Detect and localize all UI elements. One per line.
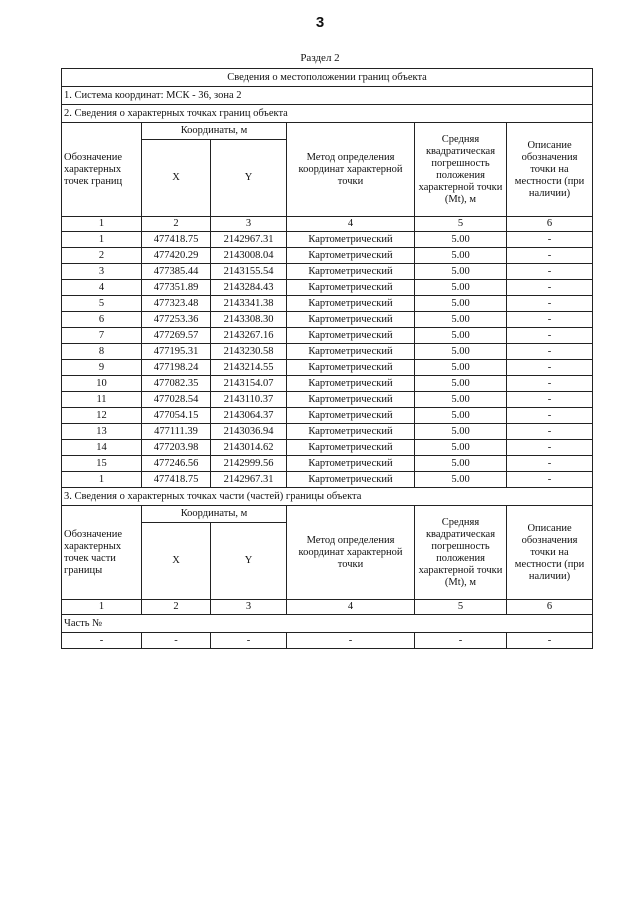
- part-cell: -: [287, 633, 415, 649]
- header-coordinates-part: Координаты, м: [142, 506, 287, 523]
- coord-y: 2143308.30: [211, 312, 287, 328]
- coord-x: 477418.75: [142, 472, 211, 488]
- point-description: -: [507, 392, 593, 408]
- header-y: Y: [211, 140, 287, 217]
- point-number: 2: [62, 248, 142, 264]
- part-cell: -: [211, 633, 287, 649]
- point-number: 14: [62, 440, 142, 456]
- table-row: [62, 472, 593, 488]
- coord-x: 477385.44: [142, 264, 211, 280]
- mean-error: 5.00: [415, 344, 507, 360]
- mean-error: 5.00: [415, 248, 507, 264]
- table-row: [62, 440, 593, 456]
- coord-y: 2142967.31: [211, 232, 287, 248]
- boundary-table: [61, 68, 593, 649]
- point-number: 11: [62, 392, 142, 408]
- coord-x: 477323.48: [142, 296, 211, 312]
- coord-x: 477028.54: [142, 392, 211, 408]
- method: Картометрический: [287, 424, 415, 440]
- method: Картометрический: [287, 456, 415, 472]
- part-row: [62, 633, 593, 649]
- part-cell: -: [62, 633, 142, 649]
- coord-y: 2143014.62: [211, 440, 287, 456]
- table-row: [62, 392, 593, 408]
- table-row: [62, 232, 593, 248]
- coord-x: 477418.75: [142, 232, 211, 248]
- point-description: -: [507, 360, 593, 376]
- method: Картометрический: [287, 376, 415, 392]
- point-description: -: [507, 376, 593, 392]
- point-description: -: [507, 248, 593, 264]
- header-x: X: [142, 140, 211, 217]
- coord-x: 477253.36: [142, 312, 211, 328]
- method: Картометрический: [287, 360, 415, 376]
- mean-error: 5.00: [415, 264, 507, 280]
- header-error-part: Средняя квадратическая погрешность положения характерной точки (Mt), м: [415, 506, 507, 600]
- point-number: 5: [62, 296, 142, 312]
- coord-y: 2143008.04: [211, 248, 287, 264]
- column-number: 6: [507, 217, 593, 232]
- point-number: 1: [62, 232, 142, 248]
- point-number: 4: [62, 280, 142, 296]
- coord-x: 477351.89: [142, 280, 211, 296]
- coord-x: 477195.31: [142, 344, 211, 360]
- coord-x: 477198.24: [142, 360, 211, 376]
- point-description: -: [507, 408, 593, 424]
- mean-error: 5.00: [415, 312, 507, 328]
- column-number: 5: [415, 600, 507, 615]
- table-row: [62, 296, 593, 312]
- coord-y: 2143064.37: [211, 408, 287, 424]
- method: Картометрический: [287, 232, 415, 248]
- column-numbers-row: [62, 217, 593, 232]
- point-description: -: [507, 456, 593, 472]
- coord-y: 2143341.38: [211, 296, 287, 312]
- table-row: [62, 344, 593, 360]
- table-row: [62, 312, 593, 328]
- mean-error: 5.00: [415, 280, 507, 296]
- point-number: 1: [62, 472, 142, 488]
- header-x-part: X: [142, 523, 211, 600]
- method: Картометрический: [287, 264, 415, 280]
- coord-y: 2142967.31: [211, 472, 287, 488]
- header-method-part: Метод определения координат характерной точки: [287, 506, 415, 600]
- coord-y: 2143284.43: [211, 280, 287, 296]
- point-number: 12: [62, 408, 142, 424]
- table-row: [62, 376, 593, 392]
- coord-x: 477203.98: [142, 440, 211, 456]
- coord-y: 2143230.58: [211, 344, 287, 360]
- coord-y: 2142999.56: [211, 456, 287, 472]
- point-description: -: [507, 328, 593, 344]
- point-number: 13: [62, 424, 142, 440]
- column-number: 4: [287, 217, 415, 232]
- column-number: 4: [287, 600, 415, 615]
- table-row: [62, 408, 593, 424]
- mean-error: 5.00: [415, 472, 507, 488]
- coord-y: 2143267.16: [211, 328, 287, 344]
- header-description-part: Описание обозначения точки на местности (при наличии): [507, 506, 593, 600]
- table-row: [62, 280, 593, 296]
- coord-y: 2143154.07: [211, 376, 287, 392]
- point-description: -: [507, 264, 593, 280]
- part-cell: -: [507, 633, 593, 649]
- column-number: 2: [142, 217, 211, 232]
- page-number: 3: [315, 14, 325, 31]
- coord-y: 2143214.55: [211, 360, 287, 376]
- method: Картометрический: [287, 408, 415, 424]
- point-number: 10: [62, 376, 142, 392]
- table-row: [62, 248, 593, 264]
- point-number: 9: [62, 360, 142, 376]
- column-number: 5: [415, 217, 507, 232]
- header-designation: Обозначение характерных точек границ: [62, 123, 142, 217]
- method: Картометрический: [287, 248, 415, 264]
- point-description: -: [507, 312, 593, 328]
- point-number: 8: [62, 344, 142, 360]
- header-designation-part: Обозначение характерных точек части границы: [62, 506, 142, 600]
- column-number: 1: [62, 217, 142, 232]
- method: Картометрический: [287, 472, 415, 488]
- coord-x: 477269.57: [142, 328, 211, 344]
- column-number: 1: [62, 600, 142, 615]
- table-row: [62, 456, 593, 472]
- method: Картометрический: [287, 280, 415, 296]
- point-number: 15: [62, 456, 142, 472]
- column-number: 3: [211, 217, 287, 232]
- table-title: Сведения о местоположении границ объекта: [62, 69, 593, 87]
- point-description: -: [507, 440, 593, 456]
- mean-error: 5.00: [415, 456, 507, 472]
- mean-error: 5.00: [415, 424, 507, 440]
- header-error: Средняя квадратическая погрешность положения характерной точки (Mt), м: [415, 123, 507, 217]
- coord-x: 477082.35: [142, 376, 211, 392]
- header-method: Метод определения координат характерной точки: [287, 123, 415, 217]
- table-row: [62, 360, 593, 376]
- coord-y: 2143036.94: [211, 424, 287, 440]
- point-number: 3: [62, 264, 142, 280]
- point-description: -: [507, 296, 593, 312]
- method: Картометрический: [287, 296, 415, 312]
- point-number: 7: [62, 328, 142, 344]
- coordinate-system: 1. Система координат: МСК - 36, зона 2: [62, 87, 593, 105]
- coord-x: 477111.39: [142, 424, 211, 440]
- table-row: [62, 328, 593, 344]
- column-number: 2: [142, 600, 211, 615]
- header-y-part: Y: [211, 523, 287, 600]
- point-description: -: [507, 232, 593, 248]
- method: Картометрический: [287, 392, 415, 408]
- column-number: 6: [507, 600, 593, 615]
- coord-y: 2143110.37: [211, 392, 287, 408]
- part-cell: -: [415, 633, 507, 649]
- coord-x: 477246.56: [142, 456, 211, 472]
- point-description: -: [507, 344, 593, 360]
- section-2-title: 2. Сведения о характерных точках границ объекта: [62, 105, 593, 123]
- point-description: -: [507, 424, 593, 440]
- mean-error: 5.00: [415, 296, 507, 312]
- header-coordinates: Координаты, м: [142, 123, 287, 140]
- table-row: [62, 424, 593, 440]
- part-label: Часть №: [62, 615, 593, 633]
- section-3-title: 3. Сведения о характерных точках части (частей) границы объекта: [62, 488, 593, 506]
- mean-error: 5.00: [415, 392, 507, 408]
- section-label: Раздел 2: [300, 52, 340, 64]
- table-row: [62, 264, 593, 280]
- point-number: 6: [62, 312, 142, 328]
- column-number: 3: [211, 600, 287, 615]
- part-cell: -: [142, 633, 211, 649]
- mean-error: 5.00: [415, 440, 507, 456]
- method: Картометрический: [287, 328, 415, 344]
- mean-error: 5.00: [415, 360, 507, 376]
- mean-error: 5.00: [415, 232, 507, 248]
- mean-error: 5.00: [415, 328, 507, 344]
- coord-y: 2143155.54: [211, 264, 287, 280]
- point-description: -: [507, 472, 593, 488]
- column-numbers-row: [62, 600, 593, 615]
- mean-error: 5.00: [415, 376, 507, 392]
- point-description: -: [507, 280, 593, 296]
- header-description: Описание обозначения точки на местности (при наличии): [507, 123, 593, 217]
- coord-x: 477420.29: [142, 248, 211, 264]
- method: Картометрический: [287, 440, 415, 456]
- method: Картометрический: [287, 312, 415, 328]
- coord-x: 477054.15: [142, 408, 211, 424]
- mean-error: 5.00: [415, 408, 507, 424]
- method: Картометрический: [287, 344, 415, 360]
